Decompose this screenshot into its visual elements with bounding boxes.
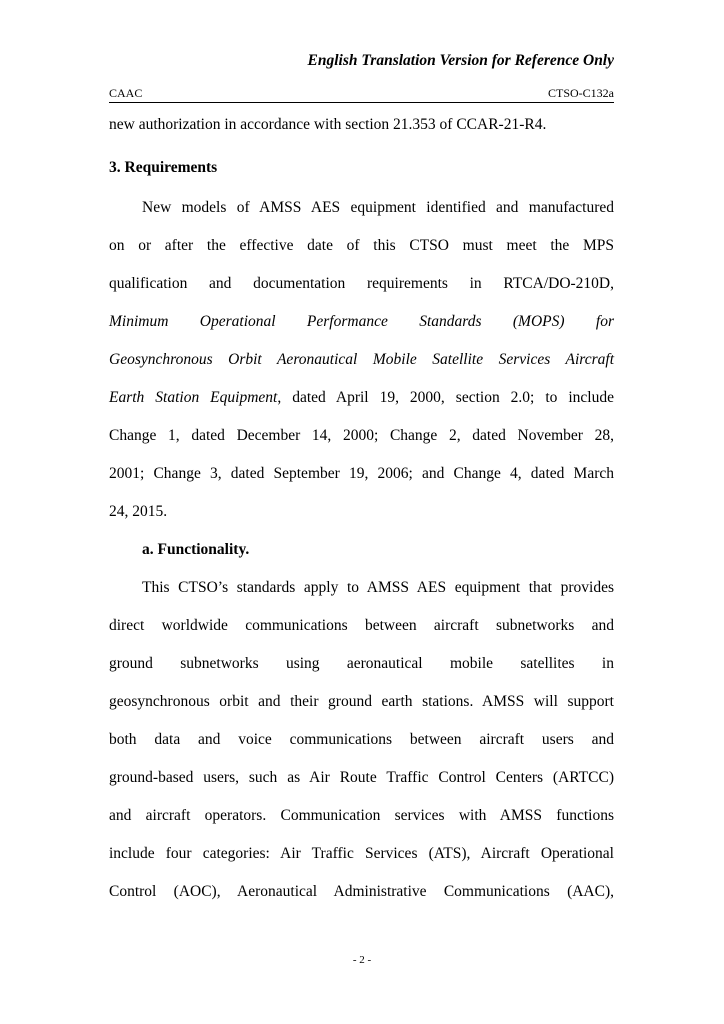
paragraph-line: include four categories: Air Traffic Services (ATS), Aircraft Operational [109,845,614,862]
subsection-heading: a. Functionality. [142,541,250,558]
standard-title-end: Earth Station Equipment [109,389,278,406]
paragraph-line: qualification and documentation requirements in RTCA/DO-210D, [109,275,614,292]
document-body [109,0,614,1024]
paragraph-line: direct worldwide communications between aircraft subnetworks and [109,617,614,634]
paragraph-line: and aircraft operators. Communication services with AMSS functions [109,807,614,824]
page-number: - 2 - [352,954,372,966]
section-heading: 3. Requirements [109,159,218,176]
paragraph-line-standard-title: Geosynchronous Orbit Aeronautical Mobile Satellite Services Aircraft [109,351,614,368]
header-doc-id: CTSO-C132a [548,86,614,100]
paragraph-line: New models of AMSS AES equipment identified and manufactured [142,199,614,216]
paragraph-line: Control (AOC), Aeronautical Administrative Communications (AAC), [109,883,614,900]
paragraph-line [109,387,614,409]
translation-note: English Translation Version for Reference Only [307,52,614,69]
paragraph-line: 2001; Change 3, dated September 19, 2006; and Change 4, dated March [109,465,614,482]
paragraph-line: both data and voice communications between aircraft users and [109,731,614,748]
header-org: CAAC [109,86,143,100]
paragraph-line-rest: , dated April 19, 2000, section 2.0; to include [277,389,614,406]
paragraph-line: Change 1, dated December 14, 2000; Change 2, dated November 28, [109,427,614,444]
intro-line: new authorization in accordance with section 21.353 of CCAR-21-R4. [109,116,547,133]
paragraph-line: geosynchronous orbit and their ground earth stations. AMSS will support [109,693,614,710]
paragraph-line-standard-title: Minimum Operational Performance Standards (MOPS) for [109,313,614,330]
paragraph-line: on or after the effective date of this CTSO must meet the MPS [109,237,614,254]
paragraph-line: ground-based users, such as Air Route Traffic Control Centers (ARTCC) [109,769,614,786]
paragraph-line: 24, 2015. [109,503,168,520]
paragraph-line: ground subnetworks using aeronautical mobile satellites in [109,655,614,672]
paragraph-line: This CTSO’s standards apply to AMSS AES equipment that provides [142,579,614,596]
